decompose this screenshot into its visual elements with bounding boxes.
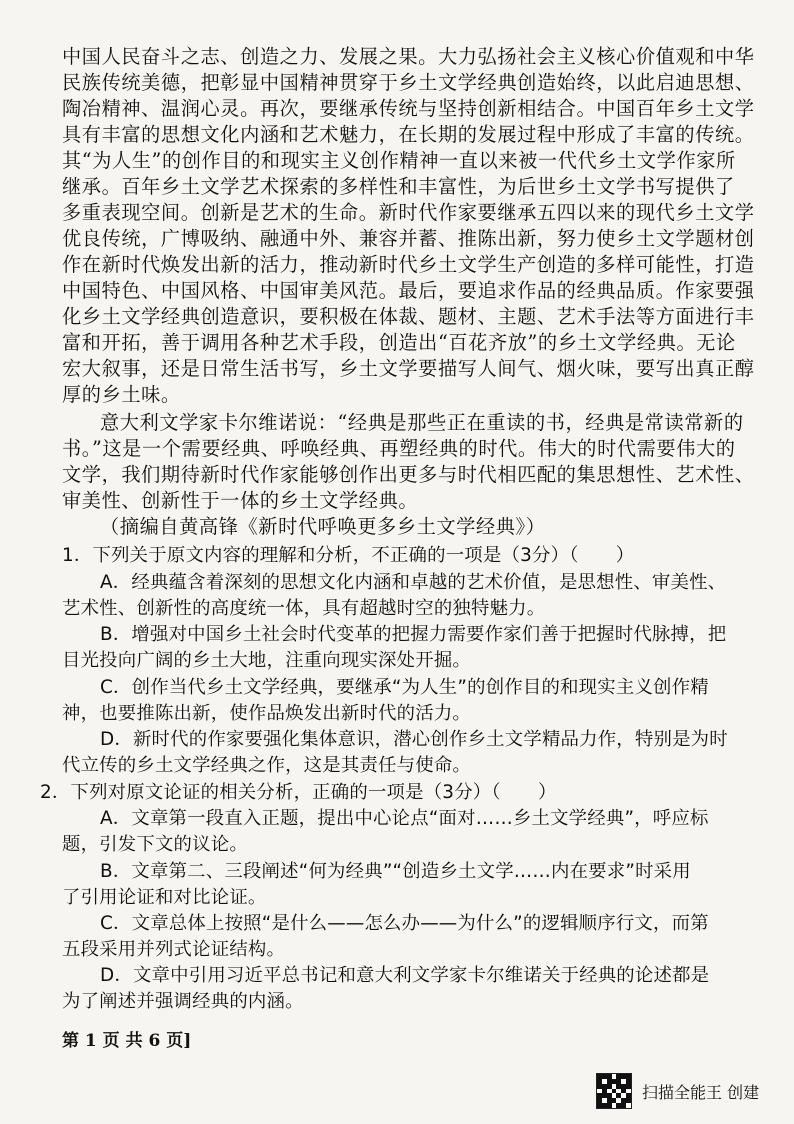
passage-line: 书。”这是一个需要经典、呼唤经典、再塑经典的时代。伟大的时代需要伟大的: [62, 437, 736, 460]
question-stem: 1．下列关于原文内容的理解和分析，不正确的一项是（3分）（ ）: [62, 545, 635, 566]
passage-line: 民族传统美德，把彰显中国精神贯穿于乡土文学经典创造始终，以此启迪思想、: [62, 71, 755, 94]
option-b-line: 目光投向广阔的乡土大地，注重向现实深处开掘。: [62, 650, 471, 671]
option-c-line: C．文章总体上按照“是什么——怎么办——为什么”的逻辑顺序行文，而第: [100, 913, 709, 934]
option-b-line: 了引用论证和对比论证。: [62, 887, 267, 908]
option-a-line: 艺术性、创新性的高度统一体，具有超越时空的独特魅力。: [62, 598, 546, 619]
option-c-line: C．创作当代乡土文学经典，要继承“为人生”的创作目的和现实主义创作精: [100, 677, 709, 698]
option-d-line: D．文章中引用习近平总书记和意大利文学家卡尔维诺关于经典的论述都是: [100, 965, 710, 986]
question-stem: 2．下列对原文论证的相关分析，正确的一项是（3分）（ ）: [40, 782, 557, 803]
option-a-line: 题，引发下文的议论。: [62, 834, 248, 855]
option-d-line: 为了阐述并强调经典的内涵。: [62, 991, 304, 1012]
scanner-watermark: [596, 1073, 776, 1109]
option-c-line: 神，也要推陈出新，使作品焕发出新时代的活力。: [62, 703, 471, 724]
option-d-line: 代立传的乡土文学经典之作，这是其责任与使命。: [62, 755, 471, 776]
passage-line: 审美性、创新性于一体的乡土文学经典。: [62, 489, 419, 512]
passage-line: 继承。百年乡土文学艺术探索的多样性和丰富性，为后世乡土文学书写提供了: [62, 175, 735, 198]
passage-line: 宏大叙事，还是日常生活书写，乡土文学要描写人间气、烟火味，要写出真正醇: [62, 357, 755, 380]
passage-line: 作在新时代焕发出新的活力，推动新时代乡土文学生产创造的多样可能性，打造: [62, 253, 755, 276]
option-b-line: B．文章第二、三段阐述“何为经典”“创造乡土文学……内在要求”时采用: [100, 861, 691, 882]
passage-line: 文学，我们期待新时代作家能够创作出更多与时代相匹配的集思想性、艺术性、: [62, 463, 755, 486]
passage-line: 厚的乡土味。: [62, 383, 181, 406]
passage-line: 陶冶精神、温润心灵。再次，要继承传统与坚持创新相结合。中国百年乡土文学: [62, 97, 755, 120]
passage-line: 优良传统，广博吸纳、融通中外、兼容并蓄、推陈出新，努力使乡土文学题材创: [62, 227, 755, 250]
passage-line: 中国人民奋斗之志、创造之力、发展之果。大力弘扬社会主义核心价值观和中华: [62, 45, 755, 68]
page-number: 第 1 页 共 6 页]: [62, 1031, 192, 1051]
passage-line: 化乡土文学经典创造意识，要积极在体裁、题材、主题、艺术手法等方面进行丰: [62, 305, 755, 328]
option-a-line: A．经典蕴含着深刻的思想文化内涵和卓越的艺术价值，是思想性、审美性、: [100, 572, 727, 593]
passage-line: 中国特色、中国风格、中国审美风范。最后，要追求作品的经典品质。作家要强: [62, 279, 755, 302]
option-d-line: D．新时代的作家要强化集体意识，潜心创作乡土文学精品力作，特别是为时: [100, 729, 728, 750]
passage-line: 具有丰富的思想文化内涵和艺术魅力，在长期的发展过程中形成了丰富的传统。: [62, 123, 755, 146]
option-b-line: B．增强对中国乡土社会时代变革的把握力需要作家们善于把握时代脉搏，把: [100, 624, 727, 645]
source-citation: （摘编自黄高锋《新时代呼唤更多乡土文学经典》）: [100, 515, 546, 538]
passage-line: 富和开拓，善于调用各种艺术手段，创造出“百花齐放”的乡土文学经典。无论: [62, 331, 736, 354]
qr-code-icon: [596, 1073, 632, 1109]
watermark-text: 扫描全能王 创建: [642, 1082, 760, 1102]
passage-line: 意大利文学家卡尔维诺说：“经典是那些正在重读的书，经典是常读常新的: [100, 411, 744, 434]
passage-line: 多重表现空间。创新是艺术的生命。新时代作家要继承五四以来的现代乡土文学: [62, 201, 755, 224]
option-c-line: 五段采用并列式论证结构。: [62, 939, 286, 960]
option-a-line: A．文章第一段直入正题，提出中心论点“面对……乡土文学经典”，呼应标: [100, 808, 709, 829]
passage-line: 其“为人生”的创作目的和现实主义创作精神一直以来被一代代乡土文学作家所: [62, 149, 736, 172]
